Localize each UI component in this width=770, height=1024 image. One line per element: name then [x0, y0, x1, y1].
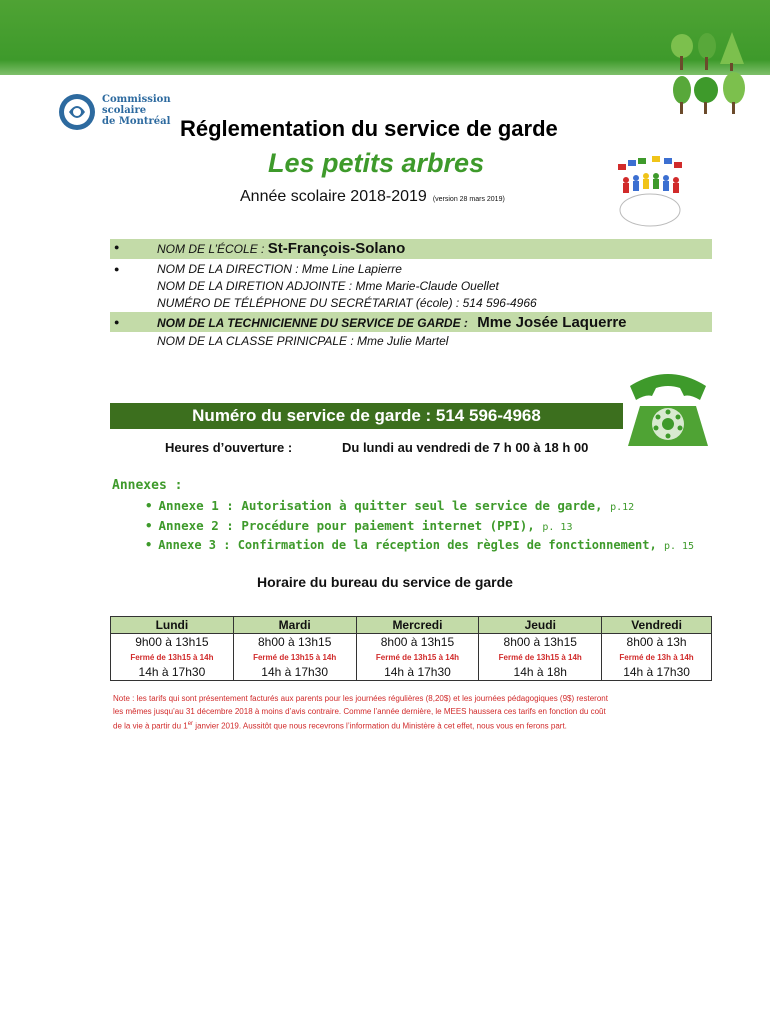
table-cell: 8h00 à 13h: [602, 634, 712, 651]
table-cell: 9h00 à 13h15: [111, 634, 234, 651]
schedule-title: Horaire du bureau du service de garde: [257, 574, 513, 590]
annex-page: p. 13: [542, 522, 573, 533]
note-superscript: er: [187, 721, 194, 727]
bullet: ●: [114, 242, 120, 252]
table-cell: Fermé de 13h à 14h: [602, 650, 712, 664]
annexes-section: [112, 478, 182, 493]
annex-item[interactable]: [145, 518, 572, 533]
bullet: •: [145, 498, 153, 513]
tree-icon: [671, 32, 745, 114]
bullet: •: [145, 518, 153, 533]
technicienne-value: Mme Josée Laquerre: [477, 314, 627, 331]
technicienne-row: [157, 314, 627, 331]
table-cell: 8h00 à 13h15: [233, 634, 356, 651]
annex-text: Annexe 1 : Autorisation à quitter seul le service de garde,: [158, 498, 603, 513]
top-green-banner: [0, 0, 770, 75]
school-name-label: NOM DE L’ÉCOLE :: [157, 242, 265, 256]
table-row: [111, 664, 712, 681]
table-header-cell: Lundi: [111, 617, 234, 634]
schedule-table: [110, 616, 712, 681]
table-header-cell: Mercredi: [356, 617, 479, 634]
hours-value: Du lundi au vendredi de 7 h 00 à 18 h 00: [342, 440, 589, 455]
note-line: [113, 718, 703, 733]
annex-text: Annexe 2 : Procédure pour paiement internet (PPI),: [158, 518, 535, 533]
hours-label: Heures d’ouverture :: [165, 440, 293, 455]
page-subtitle: Les petits arbres: [268, 148, 485, 178]
bullet: ●: [114, 264, 120, 274]
table-cell: 14h à 17h30: [111, 664, 234, 681]
table-cell: 14h à 17h30: [356, 664, 479, 681]
school-year-text: Année scolaire 2018-2019: [240, 188, 427, 205]
annex-text: Annexe 3 : Confirmation de la réception des règles de fonctionnement,: [158, 538, 657, 552]
annex-item[interactable]: [145, 538, 694, 552]
table-row: [111, 634, 712, 651]
trees-illustration: [668, 30, 756, 120]
bullet: •: [145, 538, 153, 552]
annex-page: p.12: [610, 502, 635, 513]
note-line: les mêmes jusqu’au 31 décembre 2018 à moins d’avis contraire. Comme l’année dernière, le MEES haussera ces tarifs en fonction du coût: [113, 707, 606, 716]
commission-scolaire-logo-icon: [57, 92, 97, 132]
table-cell: Fermé de 13h15 à 14h: [233, 650, 356, 664]
table-cell: Fermé de 13h15 à 14h: [356, 650, 479, 664]
tarifs-note: [113, 692, 703, 733]
table-cell: 8h00 à 13h15: [356, 634, 479, 651]
table-header-cell: Jeudi: [479, 617, 602, 634]
school-year: [240, 188, 505, 206]
table-header-cell: Vendredi: [602, 617, 712, 634]
direction-adjointe-row: NOM DE LA DIRETION ADJOINTE : Mme Marie-Claude Ouellet: [157, 279, 499, 293]
secretariat-phone-row: NUMÉRO DE TÉLÉPHONE DU SECRÉTARIAT (école) : 514 596-4966: [157, 296, 537, 310]
annexes-heading: Annexes :: [112, 478, 183, 493]
annex-item[interactable]: [145, 498, 634, 513]
table-cell: 14h à 18h: [479, 664, 602, 681]
table-header-row: [111, 617, 712, 634]
school-logo-icon: [612, 152, 688, 230]
table-cell: 14h à 17h30: [602, 664, 712, 681]
table-row: [111, 650, 712, 664]
table-cell: Fermé de 13h15 à 14h: [111, 650, 234, 664]
direction-row: NOM DE LA DIRECTION : Mme Line Lapierre: [157, 262, 402, 276]
table-cell: 14h à 17h30: [233, 664, 356, 681]
service-phone-bar: Numéro du service de garde : 514 596-4968: [110, 403, 623, 429]
note-text: janvier 2019. Aussitôt que nous recevrons l’information du Ministère à cet effet, nous vous en ferons part.: [193, 721, 567, 731]
logo-text: Commission scolaire de Montréal: [102, 94, 171, 127]
commission-scolaire-logo: [57, 92, 177, 142]
version-text: (version 28 mars 2019): [432, 196, 505, 203]
note-text: de la vie à partir du 1: [113, 721, 188, 731]
table-header-cell: Mardi: [233, 617, 356, 634]
annex-page: p. 15: [663, 541, 695, 552]
note-line: Note : les tarifs qui sont présentement facturés aux parents pour les journées régulières (8,20$) et les journées pédagogiques (9$) resteront: [113, 694, 608, 703]
telephone-icon: [620, 366, 716, 456]
school-name-value: St-François-Solano: [267, 240, 406, 257]
classe-row: NOM DE LA CLASSE PRINICPALE : Mme Julie Martel: [157, 334, 449, 348]
school-name-row: [157, 240, 405, 257]
table-cell: 8h00 à 13h15: [479, 634, 602, 651]
bullet: ●: [114, 317, 120, 327]
table-cell: Fermé de 13h15 à 14h: [479, 650, 602, 664]
page-title: Réglementation du service de garde: [180, 116, 558, 141]
technicienne-label: NOM DE LA TECHNICIENNE DU SERVICE DE GARDE :: [157, 316, 468, 330]
